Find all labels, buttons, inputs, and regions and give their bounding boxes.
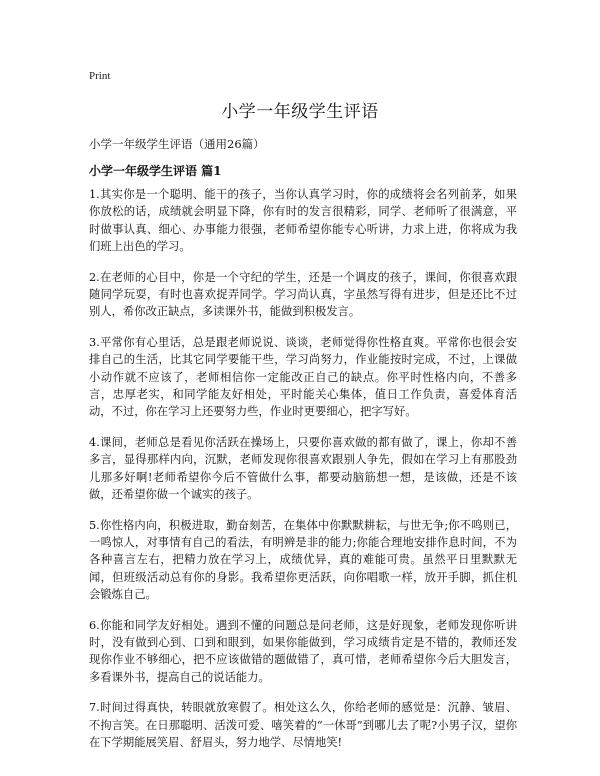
page-title: 小学一年级学生评语 — [221, 102, 379, 122]
paragraph-2: 2.在老师的心目中，你是一个守纪的学生，还是一个调皮的孩子，课间，你很喜欢跟随同学玩耍，有时也喜欢捉弄同学。学习尚认真，字虽然写得有进步，但是还比不过别人，希你改正缺点，多读课外书，能做到积极发言。 — [89, 270, 517, 319]
document-subtitle: 小学一年级学生评语（通用26篇） — [89, 137, 265, 151]
paragraph-1: 1.其实你是一个聪明、能干的孩子，当你认真学习时，你的成绩将会名列前茅，如果你放松的话，成绩就会明显下降，你有时的发言很精彩，同学、老师听了很满意，平时做事认真、细心、办事能力很强，老师希望你能专心听讲，力求上进，你将成为我们班上出色的学习。 — [89, 188, 517, 254]
section-heading: 小学一年级学生评语 篇1 — [89, 164, 222, 178]
body-text — [89, 186, 517, 764]
print-label: Print — [89, 70, 111, 82]
paragraph-4: 4.课间，老师总是看见你活跃在操场上，只要你喜欢做的都有做了，课上，你却不善多言，显得那样内向，沉默，老师发现你很喜欢跟别人争先，假如在学习上有那股劲儿那多好啊!老师希望你今后不管做什么事，都要动脑筋想一想，是该做，还是不该做，还希望你做一个诚实的孩子。 — [89, 435, 517, 502]
paragraph-7: 7.时间过得真快，转眼就放寒假了。相处这么久，你给老师的感觉是：沉静、皱眉、不拘言笑。在日那聪明、活泼可爱、嘻笑着的“一休哥”到哪儿去了呢?小男子汉，望你在下学期能展笑眉、舒眉头，努力地学、尽情地笑! — [89, 701, 517, 749]
paragraph-5: 5.你性格内向，积极进取，勤奋刻苦，在集体中你默默耕耘，与世无争;你不鸣则已，一鸣惊人，对事情有自己的看法，有明辨是非的能力;你能合理地安排作息时间，不为各种喜言左右，把精力放在学习上，成绩优异，真的难能可贵。虽然平日里默默无闻，但班级活动总有你的身影。我希望你更活跃，向你唱歌一样，放开手脚，抓住机会锻炼自己。 — [89, 518, 517, 602]
paragraph-6: 6.你能和同学友好相处。遇到不懂的问题总是问老师，这是好现象，老师发现你听讲时，没有做到心到、口到和眼到，如果你能做到，学习成绩肯定是不错的，教师还发现你作业不够细心，把不应该做错的题做错了，真可惜，老师希望你今后大胆发言，多看课外书，提高自己的说话能力。 — [89, 618, 517, 684]
paragraph-3: 3.平常你有心里话，总是跟老师说说、谈谈，老师觉得你性格直爽。平常你也很会安排自己的生活，比其它同学要能干些，学习尚努力，作业能按时完成，不过，上课做小动作就不应该了，老师相信你一定能改正自己的缺点。你平时性格内向，不善多言，忠厚老实，和同学能友好相处，平时能关心集体，值日工作负责，喜爱体育活动，不过，你在学习上还要努力些，作业时更要细心，把字写好。 — [89, 335, 517, 419]
